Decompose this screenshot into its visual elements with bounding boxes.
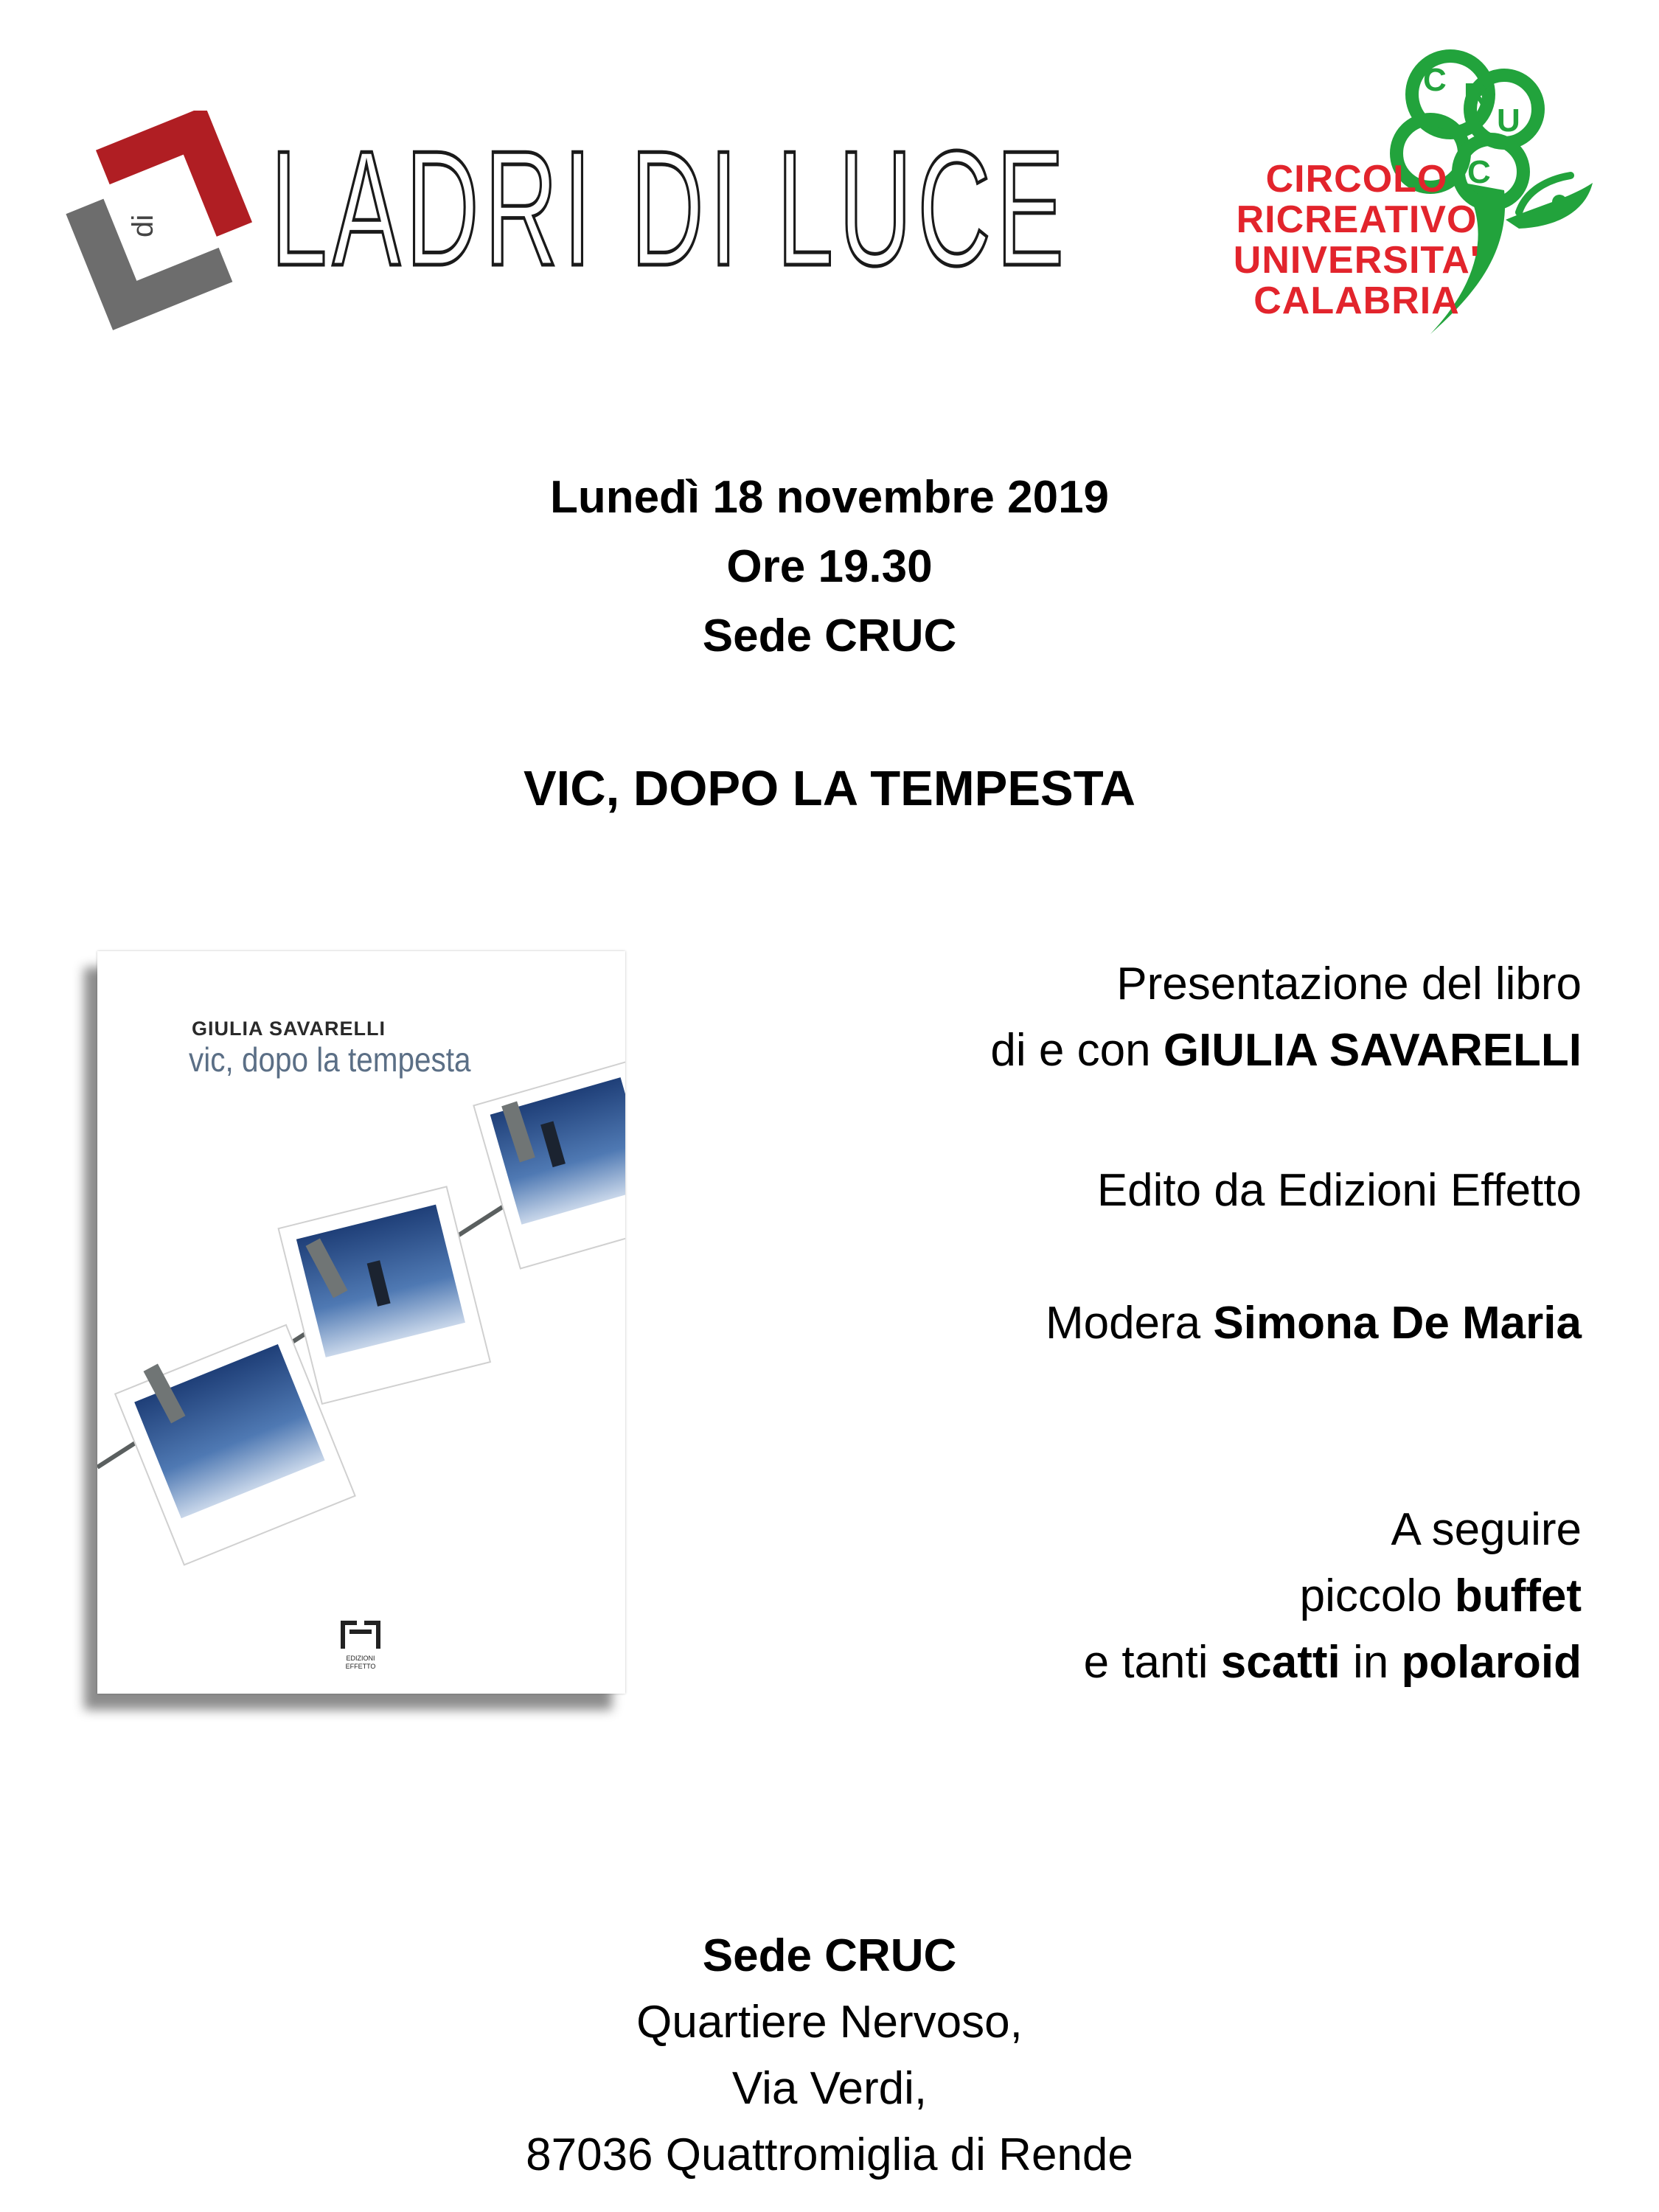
book-cover: [97, 951, 625, 1694]
ladri-di-luce-logo: [46, 111, 1070, 332]
publisher-logo-line-1: EDIZIONI: [346, 1655, 375, 1662]
cruc-name: [1198, 159, 1515, 321]
moderator-prefix: Modera: [1045, 1298, 1214, 1349]
presentation-prefix: di e con: [990, 1025, 1164, 1076]
after-event-block: [771, 1497, 1582, 1696]
cover-title: vic, dopo la tempesta: [189, 1040, 471, 1079]
address-name: Sede CRUC: [702, 1930, 957, 1981]
publisher-line: Edito da Edizioni Effetto: [1096, 1165, 1582, 1216]
event-title: VIC, DOPO LA TEMPESTA: [523, 761, 1136, 816]
event-date: Lunedì 18 novembre 2019: [549, 472, 1110, 523]
presentation-line-2: [771, 1018, 1582, 1084]
cruc-line-2: RICREATIVO: [1236, 198, 1478, 241]
cruc-letter-u: U: [1497, 102, 1520, 139]
moderator-line: [771, 1290, 1582, 1357]
cover-author: GIULIA SAVARELLI: [192, 1018, 386, 1040]
ladri-di-luce-mark-text: di: [127, 214, 159, 237]
publisher-logo-icon: [335, 1615, 386, 1674]
after-line-3-mid: in: [1340, 1637, 1402, 1688]
publisher-logo-line-2: EFFETTO: [345, 1663, 376, 1670]
cruc-line-3: UNIVERSITA': [1233, 239, 1481, 282]
cruc-letter-c2: C: [1467, 154, 1491, 190]
after-line-3-prefix: e tanti: [1083, 1637, 1221, 1688]
event-venue: Sede CRUC: [702, 611, 957, 661]
polaroid-word: polaroid: [1401, 1637, 1582, 1688]
cruc-line-1: CIRCOLO: [1265, 158, 1448, 201]
moderator-name: Simona De Maria: [1213, 1298, 1582, 1349]
after-line-1: A seguire: [1391, 1504, 1582, 1555]
cruc-logo: [1172, 35, 1644, 345]
scatti-word: scatti: [1220, 1637, 1340, 1688]
cruc-line-4: CALABRIA: [1253, 279, 1460, 322]
presentation-author: GIULIA SAVARELLI: [1163, 1025, 1582, 1076]
address-line-2: Via Verdi,: [731, 2063, 928, 2114]
cruc-letter-c1: C: [1423, 62, 1447, 98]
address-line-3: 87036 Quattromiglia di Rende: [526, 2129, 1133, 2180]
after-line-2-prefix: piccolo: [1299, 1571, 1455, 1621]
presentation-line-1: Presentazione del libro: [1116, 959, 1582, 1009]
after-line-3: [771, 1630, 1582, 1696]
ladri-di-luce-wordmark: LADRI DI LUCE: [271, 117, 1070, 300]
address-line-1: Quartiere Nervoso,: [636, 1997, 1023, 2048]
venue-address: [0, 1923, 1659, 2188]
cruc-letter-r: R: [1464, 77, 1487, 113]
event-info: [0, 463, 1659, 671]
ladri-di-luce-mark-icon: [46, 111, 267, 332]
after-line-2: [771, 1563, 1582, 1630]
presentation-block: [771, 951, 1582, 1084]
event-time: Ore 19.30: [726, 541, 933, 592]
buffet-word: buffet: [1454, 1571, 1582, 1621]
